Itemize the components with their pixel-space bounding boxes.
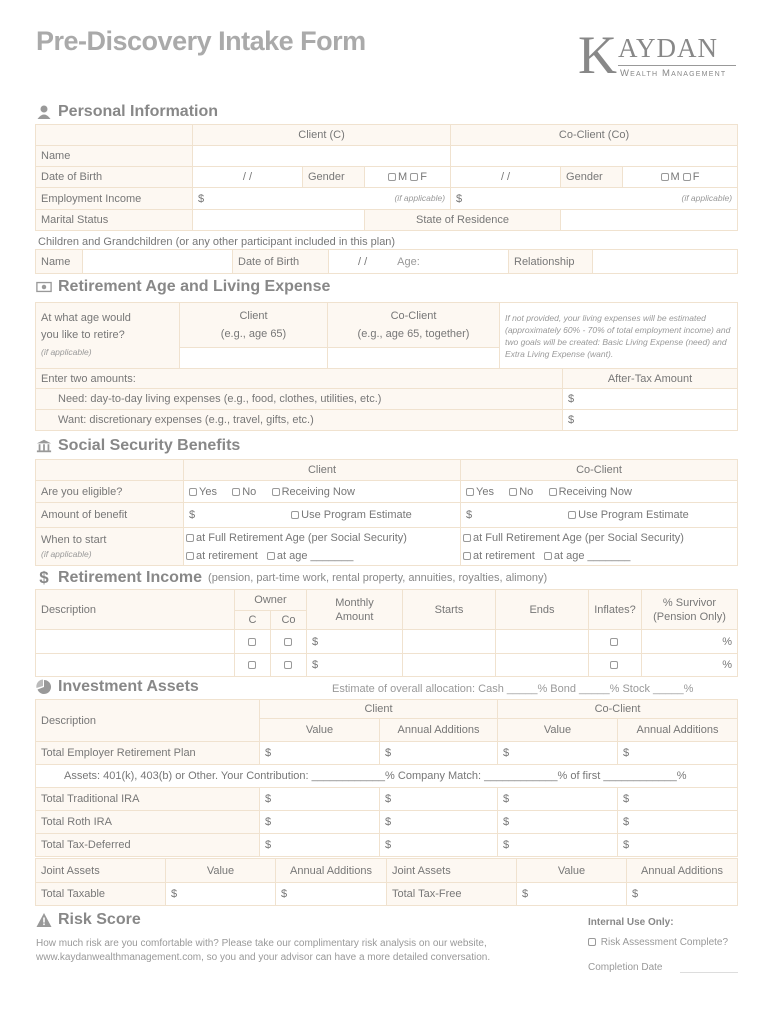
retire-note: If not provided, your living expenses will be estimated (approximately 60% - 70% of total employment income) and two goals will be created: Basic Living Expense (need) and Extra Living Expense (want). (500, 303, 738, 369)
child-name-label: Name (36, 250, 83, 274)
income-survivor-field[interactable]: % (642, 630, 738, 654)
ss-coclient-atret-checkbox[interactable] (463, 552, 471, 560)
state-field[interactable] (561, 210, 738, 231)
coclient-emp-income-field[interactable] (451, 188, 738, 210)
joint-assets-label: Joint Assets (36, 859, 166, 883)
dob-label: Date of Birth (36, 167, 193, 188)
invest-coclient-annual-header: Annual Additions (618, 719, 738, 742)
retire-coclient-label: Co-Client (390, 310, 437, 322)
page-title: Pre-Discovery Intake Form (36, 26, 366, 56)
ss-when-label (36, 528, 184, 566)
ss-use-estimate: Use Program Estimate (301, 509, 412, 521)
risk-heading (36, 911, 141, 929)
owner-c-header: C (235, 611, 271, 630)
social-security-heading (36, 437, 240, 455)
joint-assets-table (35, 858, 738, 906)
income-amount: Amount (335, 610, 374, 623)
client-m-label: M (398, 171, 408, 183)
ss-eligible-label: Are you eligible? (36, 481, 184, 503)
retirement-table (35, 302, 738, 369)
child-dob-slashes: / / (358, 255, 368, 268)
completion-date-label: Completion Date (588, 962, 663, 973)
income-ends-field[interactable] (496, 630, 589, 654)
ss-coclient-no-checkbox[interactable] (509, 488, 517, 496)
pie-chart-icon (36, 679, 52, 695)
income-desc-field[interactable] (36, 654, 235, 677)
roth-coclient-annual[interactable]: $ (618, 811, 738, 834)
income-pension: (Pension Only) (653, 610, 726, 623)
owner-co-checkbox[interactable] (284, 661, 292, 669)
invest-coclient-value-header: Value (498, 719, 618, 742)
completion-date-line[interactable] (680, 972, 738, 973)
if-applicable-note: (if applicable) (681, 192, 733, 203)
income-row (36, 654, 738, 677)
client-m-checkbox[interactable] (388, 173, 396, 181)
name-label: Name (36, 146, 193, 167)
total-taxfree-label: Total Tax-Free (387, 883, 517, 906)
internal-use-label: Internal Use Only: (588, 917, 674, 928)
retire-client-eg: (e.g., age 65) (220, 328, 287, 340)
roth-client-value[interactable]: $ (260, 811, 380, 834)
joint-value-header-2: Value (517, 859, 627, 883)
joint-assets-label-2: Joint Assets (387, 859, 517, 883)
coclient-dob-field[interactable]: / / (451, 167, 561, 188)
expense-table (35, 368, 738, 431)
risk-description (36, 937, 490, 965)
client-f-label: F (420, 171, 427, 183)
invest-table (35, 699, 738, 857)
child-rel-field[interactable] (593, 250, 738, 274)
ss-client-estimate-checkbox[interactable] (291, 511, 299, 519)
ss-client-eligible-options[interactable] (184, 481, 461, 503)
ss-at-age: at age _______ (553, 549, 631, 562)
invest-client-annual-header: Annual Additions (380, 719, 498, 742)
tax-deferred-label: Total Tax-Deferred (36, 834, 260, 857)
enter-amounts-label: Enter two amounts: (36, 369, 563, 389)
invest-client-header: Client (260, 700, 498, 719)
income-ends-header: Ends (496, 590, 589, 630)
retire-coclient-header (328, 303, 500, 348)
dollar-icon: $ (39, 568, 49, 587)
income-monthly-header (307, 590, 403, 630)
taxable-value[interactable]: $ (166, 883, 276, 906)
trad-coclient-value[interactable]: $ (498, 788, 618, 811)
client-f-checkbox[interactable] (410, 173, 418, 181)
allocation-estimate: Estimate of overall allocation: Cash _____% Bond _____% Stock _____% (332, 683, 694, 695)
income-inflates-header: Inflates? (589, 590, 642, 630)
retire-ifapp: (if applicable) (41, 347, 92, 357)
retire-q2: you like to retire? (41, 329, 125, 341)
after-tax-header: After-Tax Amount (563, 369, 738, 389)
taxfree-annual[interactable]: $ (627, 883, 738, 906)
total-taxable-label: Total Taxable (36, 883, 166, 906)
invest-coclient-header: Co-Client (498, 700, 738, 719)
risk-text-line1: How much risk are you comfortable with? Please take our complimentary risk analysis on our website, (36, 938, 487, 949)
ss-coclient-atage-checkbox[interactable] (544, 552, 552, 560)
ss-client-atret-checkbox[interactable] (186, 552, 194, 560)
income-desc-header: Description (36, 590, 235, 630)
income-row (36, 630, 738, 654)
inflates-checkbox[interactable] (610, 661, 618, 669)
roth-ira-label: Total Roth IRA (36, 811, 260, 834)
logo-subtitle: Wealth Management (620, 68, 727, 79)
income-owner-c-cell[interactable] (235, 630, 271, 654)
owner-co-checkbox[interactable] (284, 638, 292, 646)
retirement-title: Retirement Age and Living Expense (58, 278, 331, 295)
income-starts-field[interactable] (403, 630, 496, 654)
taxdef-coclient-value[interactable]: $ (498, 834, 618, 857)
invest-desc-header: Description (36, 700, 260, 742)
ss-client-full-checkbox[interactable] (186, 534, 194, 542)
want-amount-field[interactable]: $ (563, 410, 738, 431)
ss-at-retirement: at retirement (473, 549, 535, 562)
ss-receiving: Receiving Now (558, 485, 632, 498)
ss-at-age: at age _______ (276, 549, 354, 562)
inflates-checkbox[interactable] (610, 638, 618, 646)
ss-client-when-options[interactable] (184, 528, 461, 566)
income-monthly: Monthly (335, 596, 374, 609)
ss-amount-label: Amount of benefit (36, 503, 184, 528)
income-desc-field[interactable] (36, 630, 235, 654)
ss-receiving: Receiving Now (281, 485, 355, 498)
ss-when-text: When to start (41, 533, 107, 546)
state-label: State of Residence (365, 210, 561, 231)
client-gender-label: Gender (303, 167, 365, 188)
ss-at-retirement: at retirement (196, 549, 258, 562)
invest-heading (36, 678, 199, 696)
dollar-sign: $ (189, 509, 196, 521)
ss-yes: Yes (199, 485, 217, 498)
income-starts-header: Starts (403, 590, 496, 630)
owner-co-header: Co (271, 611, 307, 630)
retire-coclient-eg: (e.g., age 65, together) (357, 328, 470, 340)
person-icon (36, 104, 52, 120)
taxdef-client-value[interactable]: $ (260, 834, 380, 857)
coclient-header: Co-Client (Co) (451, 125, 738, 146)
roth-client-annual[interactable]: $ (380, 811, 498, 834)
ss-coclient-full-checkbox[interactable] (463, 534, 471, 542)
income-starts-field[interactable] (403, 654, 496, 677)
ss-blank-header (36, 460, 184, 481)
if-applicable-note: (if applicable) (394, 192, 446, 203)
ss-coclient-amount-field[interactable] (461, 503, 738, 528)
joint-value-header: Value (166, 859, 276, 883)
bank-icon (36, 438, 52, 454)
ss-client-amount-field[interactable] (184, 503, 461, 528)
retire-client-header (180, 303, 328, 348)
ss-full-age: at Full Retirement Age (per Social Security) (196, 531, 407, 544)
coclient-f-checkbox[interactable] (683, 173, 691, 181)
ss-coclient-eligible-options[interactable] (461, 481, 738, 503)
coclient-m-checkbox[interactable] (661, 173, 669, 181)
retire-client-label: Client (239, 310, 268, 322)
income-inflates-cell[interactable] (589, 630, 642, 654)
dollar-sign: $ (466, 509, 473, 521)
joint-annual-header: Annual Additions (276, 859, 387, 883)
kaydan-logo (578, 25, 738, 85)
owner-c-checkbox[interactable] (248, 638, 256, 646)
ss-coclient-receiving-checkbox[interactable] (549, 488, 557, 496)
employer-client-value[interactable]: $ (260, 742, 380, 765)
invest-title: Investment Assets (58, 678, 199, 695)
retire-coclient-age-field[interactable] (328, 348, 500, 369)
coclient-f-label: F (692, 171, 700, 183)
ss-client-atage-checkbox[interactable] (267, 552, 275, 560)
personal-info-title: Personal Information (58, 103, 219, 120)
risk-complete-checkbox[interactable] (588, 938, 596, 946)
ss-coclient-estimate-checkbox[interactable] (568, 511, 576, 519)
retire-q1: At what age would (41, 312, 131, 324)
retire-age-question (36, 303, 180, 369)
ss-yes: Yes (476, 485, 494, 498)
ss-coclient-header: Co-Client (461, 460, 738, 481)
client-name-field[interactable] (193, 146, 451, 167)
ss-client-yes-checkbox[interactable] (189, 488, 197, 496)
dollar-sign: $ (198, 192, 205, 205)
income-survivor: % Survivor (662, 596, 717, 609)
trad-ira-label: Total Traditional IRA (36, 788, 260, 811)
ss-client-header: Client (184, 460, 461, 481)
income-ends-field[interactable] (496, 654, 589, 677)
child-name-field[interactable] (83, 250, 233, 274)
social-security-table (35, 459, 738, 566)
trad-client-value[interactable]: $ (260, 788, 380, 811)
employer-coclient-annual[interactable]: $ (618, 742, 738, 765)
trad-client-annual[interactable]: $ (380, 788, 498, 811)
ss-coclient-when-options[interactable] (461, 528, 738, 566)
income-owner-co-cell[interactable] (271, 630, 307, 654)
blank-header (36, 125, 193, 146)
children-table (35, 249, 738, 274)
assets-contribution-field[interactable]: Assets: 401(k), 403(b) or Other. Your Contribution: ____________% Company Match: ____________% of first ____________% (36, 765, 738, 788)
ss-no: No (519, 485, 534, 498)
emp-income-label: Employment Income (36, 188, 193, 210)
income-title: Retirement Income (58, 569, 203, 586)
ss-full-age: at Full Retirement Age (per Social Security) (473, 531, 684, 544)
income-owner-header: Owner (235, 590, 307, 611)
income-owner-co-cell[interactable] (271, 654, 307, 677)
need-amount-field[interactable]: $ (563, 389, 738, 410)
taxfree-value[interactable]: $ (517, 883, 627, 906)
retire-client-age-field[interactable] (180, 348, 328, 369)
warning-icon (36, 912, 52, 928)
taxable-annual[interactable]: $ (276, 883, 387, 906)
roth-coclient-value[interactable]: $ (498, 811, 618, 834)
risk-complete-label: Risk Assessment Complete? (600, 937, 729, 948)
coclient-m-label: M (670, 171, 680, 183)
ss-when-ifapp: (if applicable) (41, 548, 92, 559)
child-rel-label: Relationship (509, 250, 593, 274)
social-security-title: Social Security Benefits (58, 437, 241, 454)
taxdef-coclient-annual[interactable]: $ (618, 834, 738, 857)
ss-coclient-yes-checkbox[interactable] (466, 488, 474, 496)
risk-title: Risk Score (58, 911, 141, 928)
employer-plan-label: Total Employer Retirement Plan (36, 742, 260, 765)
client-header: Client (C) (193, 125, 451, 146)
income-heading (36, 569, 547, 587)
need-label: Need: day-to-day living expenses (e.g., food, clothes, utilities, etc.) (36, 389, 563, 410)
client-gender-options[interactable] (365, 167, 451, 188)
trad-coclient-annual[interactable]: $ (618, 788, 738, 811)
ss-no: No (242, 485, 257, 498)
invest-client-value-header: Value (260, 719, 380, 742)
owner-c-checkbox[interactable] (248, 661, 256, 669)
marital-field[interactable] (193, 210, 365, 231)
client-dob-field[interactable]: / / (193, 167, 303, 188)
money-icon (36, 279, 52, 295)
coclient-gender-label: Gender (561, 167, 623, 188)
retirement-heading (36, 278, 330, 296)
client-emp-income-field[interactable] (193, 188, 451, 210)
coclient-gender-options[interactable] (623, 167, 738, 188)
ss-client-receiving-checkbox[interactable] (272, 488, 280, 496)
income-owner-c-cell[interactable] (235, 654, 271, 677)
income-survivor-header (642, 590, 738, 630)
children-label: Children and Grandchildren (or any other participant included in this plan) (38, 236, 396, 248)
logo-k: K (578, 25, 617, 85)
ss-client-no-checkbox[interactable] (232, 488, 240, 496)
income-survivor-field[interactable]: % (642, 654, 738, 677)
risk-text-line2[interactable]: www.kaydanwealthmanagement.com, so you and your advisor can have a more detailed conversation. (36, 952, 491, 963)
income-inflates-cell[interactable] (589, 654, 642, 677)
employer-coclient-value[interactable]: $ (498, 742, 618, 765)
income-monthly-field[interactable]: $ (307, 630, 403, 654)
employer-client-annual[interactable]: $ (380, 742, 498, 765)
ss-use-estimate: Use Program Estimate (578, 509, 689, 521)
dollar-sign: $ (456, 192, 463, 205)
child-dob-label: Date of Birth (233, 250, 329, 274)
coclient-name-field[interactable] (451, 146, 738, 167)
taxdef-client-annual[interactable]: $ (380, 834, 498, 857)
personal-info-table (35, 124, 738, 231)
income-table (35, 589, 738, 677)
marital-label: Marital Status (36, 210, 193, 231)
risk-complete-option[interactable] (588, 937, 728, 948)
child-age-label: Age: (397, 255, 420, 268)
logo-divider (618, 65, 736, 66)
income-note: (pension, part-time work, rental property, annuities, royalties, alimony) (208, 572, 548, 584)
personal-info-heading (36, 103, 218, 121)
child-dob-field[interactable] (329, 250, 509, 274)
logo-aydan: AYDAN (618, 33, 719, 63)
income-monthly-field[interactable]: $ (307, 654, 403, 677)
want-label: Want: discretionary expenses (e.g., travel, gifts, etc.) (36, 410, 563, 431)
joint-annual-header-2: Annual Additions (627, 859, 738, 883)
